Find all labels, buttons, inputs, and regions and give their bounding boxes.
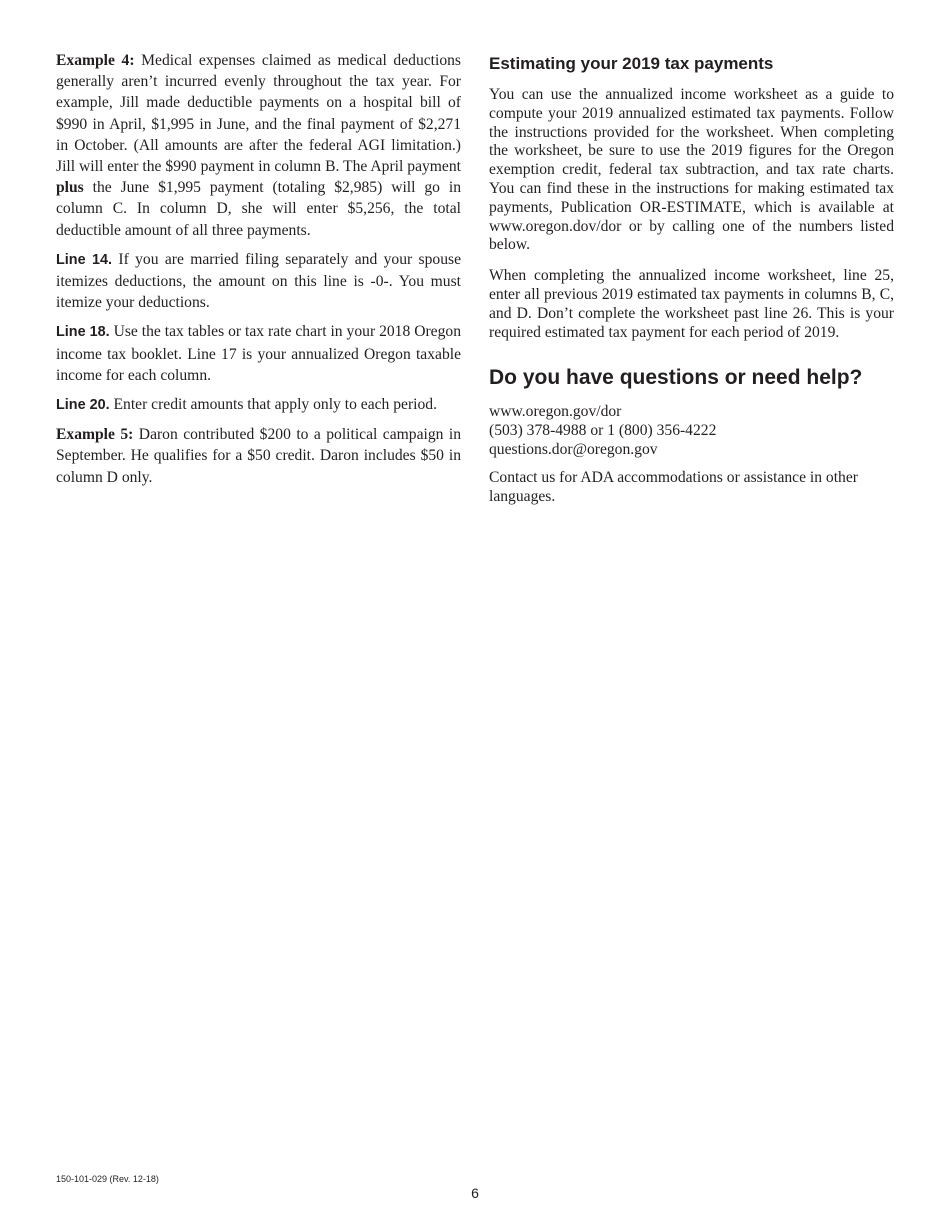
example-4-bold-plus: plus xyxy=(56,179,84,197)
example-4-text-part2: the June $1,995 payment (totaling $2,985) will go in column C. In column D, she will enter $5,256, the total deductible amount of all three payments. xyxy=(56,179,461,239)
example-4-text-part1: Medical expenses claimed as medical deductions generally aren’t incurred evenly throughout the tax year. For example, Jill made deductible payments on a hospital bill of $990 in April, $1,995 in June, and the final payment of $2,271 in October. (All amounts are after the federal AGI limitation.) Jill will enter the $990 payment in column B. The April payment xyxy=(56,52,461,176)
help-heading: Do you have questions or need help? xyxy=(489,366,863,390)
line-20-paragraph xyxy=(56,394,461,416)
example-4-lead: Example 4: xyxy=(56,52,135,69)
line-18-paragraph xyxy=(56,321,461,386)
line-14-text: If you are married filing separately and your spouse itemizes deductions, the amount on this line is -0-. You must itemize your deductions. xyxy=(56,250,462,312)
estimating-paragraph-2: When completing the annualized income worksheet, line 25, enter all previous 2019 estimated tax payments in columns B, C, and D. Don’t complete the worksheet past line 26. This is your required estimated tax payment for each period of 2019. xyxy=(489,267,894,341)
line-18-lead: Line 18. xyxy=(56,324,110,341)
left-column xyxy=(56,50,461,496)
example-5-lead: Example 5: xyxy=(56,426,134,444)
estimating-heading: Estimating your 2019 tax payments xyxy=(489,54,774,73)
contact-block xyxy=(489,402,894,459)
form-code: 150-101-029 (Rev. 12-18) xyxy=(56,1174,159,1184)
page-number: 6 xyxy=(471,1185,479,1201)
line-14-paragraph xyxy=(56,249,461,314)
phone-numbers: (503) 378-4988 or 1 (800) 356-4222 xyxy=(489,422,717,440)
line-20-lead: Line 20. xyxy=(56,397,110,414)
website-link[interactable]: www.oregon.gov/dor xyxy=(489,403,622,421)
line-18-text: Use the tax tables or tax rate chart in your 2018 Oregon income tax booklet. Line 17 is your annualized Oregon taxable income for each column. xyxy=(56,323,461,384)
ada-paragraph: Contact us for ADA accommodations or assistance in other languages. xyxy=(489,469,858,506)
example-4-paragraph xyxy=(56,50,461,241)
line-20-text: Enter credit amounts that apply only to each period. xyxy=(109,396,437,414)
example-5-paragraph xyxy=(56,424,461,488)
right-column xyxy=(489,50,894,519)
example-5-text: Daron contributed $200 to a political campaign in September. He qualifies for a $50 credit. Daron includes $50 in column D only. xyxy=(56,426,461,486)
estimating-paragraph-1: You can use the annualized income worksheet as a guide to compute your 2019 annualized estimated tax payments. Follow the instructions provided for the worksheet. When completing the worksheet, be sure to use the 2019 figures for the Oregon exemption credit, federal tax subtraction, and tax rate charts. You can find these in the instructions for making estimated tax payments, Publication OR-ESTIMATE, which is available at www.oregon.dov/dor or by calling one of the numbers listed below. xyxy=(489,86,894,254)
line-14-lead: Line 14. xyxy=(56,251,113,268)
email-link[interactable]: questions.dor@oregon.gov xyxy=(489,441,658,459)
